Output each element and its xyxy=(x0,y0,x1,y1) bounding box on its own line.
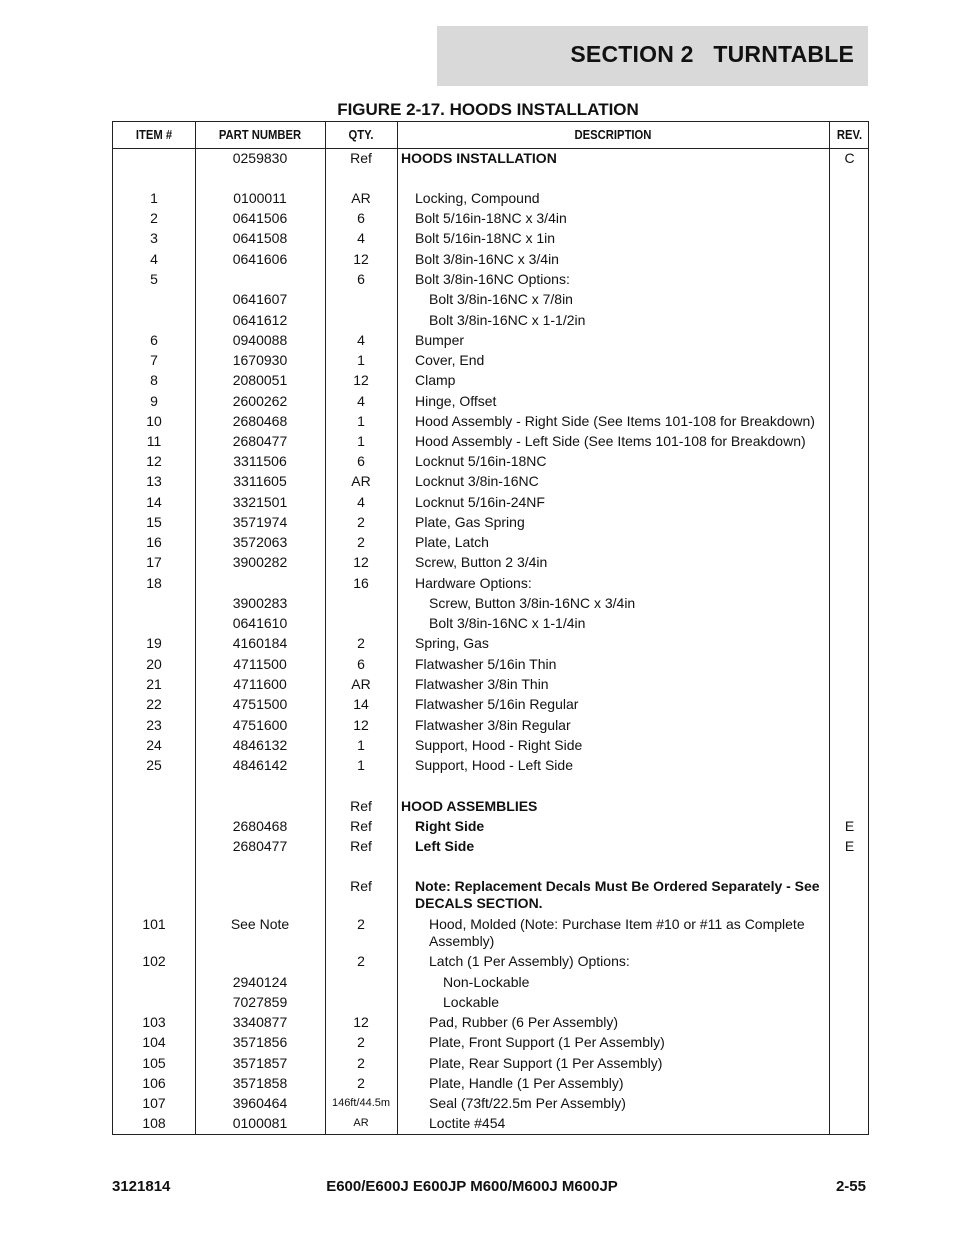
quantity-cell: 4 xyxy=(357,332,365,348)
part-number-cell: 2600262 xyxy=(232,393,288,409)
section-title: SECTION 2 TURNTABLE xyxy=(570,41,854,67)
part-number-cell: 0641508 xyxy=(232,230,288,246)
revision-cell: E xyxy=(844,838,855,854)
description-cell: Pad, Rubber (6 Per Assembly) xyxy=(429,1014,619,1030)
description-cell: Bumper xyxy=(415,332,465,348)
part-number-cell: 0100011 xyxy=(233,190,287,206)
quantity-cell: 4 xyxy=(357,230,365,246)
description-cell: Hood Assembly - Left Side (See Items 101-108 for Breakdown) xyxy=(415,433,806,449)
description-cell: Plate, Latch xyxy=(415,534,489,550)
description-cell: Plate, Handle (1 Per Assembly) xyxy=(429,1075,624,1091)
item-number-cell: 8 xyxy=(150,372,158,388)
description-cell: Locknut 5/16in-24NF xyxy=(415,494,545,510)
part-number-cell: 2680468 xyxy=(232,413,288,429)
description-cell: Screw, Button 2 3/4in xyxy=(415,554,548,570)
footer-doc-number: 3121814 xyxy=(112,1178,171,1195)
description-cell: Flatwasher 5/16in Thin xyxy=(415,656,557,672)
quantity-cell: 2 xyxy=(357,953,365,969)
column-divider xyxy=(397,122,398,1134)
description-cell: Bolt 3/8in-16NC x 7/8in xyxy=(429,291,573,307)
item-number-cell: 13 xyxy=(146,473,162,489)
item-number-cell: 15 xyxy=(146,514,162,530)
quantity-cell: Ref xyxy=(350,878,372,894)
item-number-cell: 7 xyxy=(150,352,158,368)
description-cell: Bolt 3/8in-16NC x 1-1/4in xyxy=(429,615,586,631)
description-cell: Left Side xyxy=(415,838,475,854)
item-number-cell: 107 xyxy=(142,1095,166,1111)
quantity-cell: 4 xyxy=(357,393,365,409)
quantity-cell: 2 xyxy=(357,1034,365,1050)
part-number-cell: 0641607 xyxy=(232,291,288,307)
quantity-cell: 6 xyxy=(357,453,365,469)
description-cell: Flatwasher 5/16in Regular xyxy=(415,696,579,712)
quantity-cell: 12 xyxy=(353,1014,369,1030)
part-number-cell: See Note xyxy=(230,916,290,932)
item-number-cell: 19 xyxy=(146,635,162,651)
quantity-cell: 12 xyxy=(353,372,369,388)
description-cell: HOODS INSTALLATION xyxy=(401,150,557,166)
quantity-cell: 6 xyxy=(357,210,365,226)
description-cell: Non-Lockable xyxy=(443,974,530,990)
description-cell: Note: Replacement Decals Must Be Ordered Separately - See DECALS SECTION. xyxy=(415,878,820,911)
description-cell: Bolt 3/8in-16NC x 1-1/2in xyxy=(429,312,586,328)
part-number-cell: 2080051 xyxy=(232,372,288,388)
item-number-cell: 106 xyxy=(142,1075,166,1091)
item-number-cell: 17 xyxy=(146,554,162,570)
part-number-cell: 2680477 xyxy=(232,838,288,854)
description-cell: Loctite #454 xyxy=(429,1115,506,1131)
part-number-cell: 0641506 xyxy=(232,210,288,226)
revision-cell: C xyxy=(844,150,855,166)
part-number-cell: 3311605 xyxy=(233,473,287,489)
figure-title: FIGURE 2-17. HOODS INSTALLATION xyxy=(337,100,639,119)
quantity-cell: 12 xyxy=(353,554,369,570)
description-cell: Seal (73ft/22.5m Per Assembly) xyxy=(429,1095,626,1111)
quantity-cell: 6 xyxy=(357,656,365,672)
description-cell: Plate, Gas Spring xyxy=(415,514,525,530)
description-cell: Hood, Molded (Note: Purchase Item #10 or #11 as Complete Assembly) xyxy=(429,916,805,949)
part-number-cell: 3572063 xyxy=(232,534,288,550)
part-number-cell: 0100081 xyxy=(232,1115,288,1131)
description-cell: Flatwasher 3/8in Regular xyxy=(415,717,571,733)
quantity-cell: 2 xyxy=(357,514,365,530)
item-number-cell: 5 xyxy=(150,271,158,287)
part-number-cell: 3311506 xyxy=(233,453,287,469)
description-cell: Spring, Gas xyxy=(415,635,489,651)
quantity-cell: AR xyxy=(351,473,371,489)
item-number-cell: 25 xyxy=(146,757,162,773)
part-number-cell: 4160184 xyxy=(232,635,288,651)
description-cell: Locknut 3/8in-16NC xyxy=(415,473,539,489)
part-number-cell: 0641606 xyxy=(232,251,288,267)
item-number-cell: 108 xyxy=(142,1115,166,1131)
quantity-cell: Ref xyxy=(350,798,372,814)
quantity-cell: Ref xyxy=(350,838,372,854)
part-number-cell: 4846132 xyxy=(232,737,288,753)
description-cell: Cover, End xyxy=(415,352,485,368)
quantity-cell: 2 xyxy=(357,534,365,550)
column-header-rev: REV. xyxy=(836,128,863,142)
description-cell: Locknut 5/16in-18NC xyxy=(415,453,547,469)
description-cell: Locking, Compound xyxy=(415,190,540,206)
section-header xyxy=(437,26,868,86)
quantity-cell: 6 xyxy=(357,271,365,287)
item-number-cell: 104 xyxy=(142,1034,166,1050)
quantity-cell: Ref xyxy=(350,150,372,166)
description-cell: HOOD ASSEMBLIES xyxy=(401,798,538,814)
description-cell: Latch (1 Per Assembly) Options: xyxy=(429,953,630,969)
quantity-cell: 2 xyxy=(357,635,365,651)
description-cell: Screw, Button 3/8in-16NC x 3/4in xyxy=(429,595,636,611)
item-number-cell: 12 xyxy=(146,453,162,469)
part-number-cell: 3571857 xyxy=(232,1055,288,1071)
part-number-cell: 2680477 xyxy=(232,433,288,449)
part-number-cell: 3571858 xyxy=(232,1075,288,1091)
description-cell: Flatwasher 3/8in Thin xyxy=(415,676,549,692)
quantity-cell: 2 xyxy=(357,1055,365,1071)
part-number-cell: 2680468 xyxy=(232,818,288,834)
item-number-cell: 101 xyxy=(142,916,166,932)
item-number-cell: 21 xyxy=(146,676,162,692)
part-number-cell: 4751600 xyxy=(232,717,288,733)
item-number-cell: 20 xyxy=(146,656,162,672)
part-number-cell: 0641610 xyxy=(232,615,288,631)
item-number-cell: 1 xyxy=(150,190,158,206)
quantity-cell: 12 xyxy=(353,717,369,733)
item-number-cell: 4 xyxy=(150,251,158,267)
part-number-cell: 4846142 xyxy=(232,757,288,773)
part-number-cell: 3321501 xyxy=(232,494,288,510)
description-cell: Bolt 5/16in-18NC x 1in xyxy=(415,230,556,246)
quantity-cell: 1 xyxy=(357,413,365,429)
part-number-cell: 3900283 xyxy=(232,595,288,611)
description-cell: Bolt 3/8in-16NC x 3/4in xyxy=(415,251,559,267)
header-divider xyxy=(113,148,868,149)
item-number-cell: 24 xyxy=(146,737,162,753)
quantity-cell: 16 xyxy=(353,575,369,591)
item-number-cell: 102 xyxy=(142,953,166,969)
item-number-cell: 2 xyxy=(150,210,158,226)
description-cell: Clamp xyxy=(415,372,456,388)
quantity-cell: AR xyxy=(351,676,371,692)
quantity-cell: AR xyxy=(351,190,371,206)
quantity-cell: Ref xyxy=(350,818,372,834)
column-header-part-number: PART NUMBER xyxy=(218,128,302,142)
quantity-cell: 1 xyxy=(357,352,365,368)
item-number-cell: 22 xyxy=(146,696,162,712)
part-number-cell: 7027859 xyxy=(232,994,288,1010)
description-cell: Plate, Rear Support (1 Per Assembly) xyxy=(429,1055,663,1071)
item-number-cell: 10 xyxy=(146,413,162,429)
item-number-cell: 14 xyxy=(146,494,162,510)
part-number-cell: 1670930 xyxy=(232,352,288,368)
revision-cell: E xyxy=(844,818,855,834)
item-number-cell: 105 xyxy=(142,1055,166,1071)
footer-models: E600/E600J E600JP M600/M600J M600JP xyxy=(326,1178,618,1195)
column-header-description: DESCRIPTION xyxy=(574,128,652,142)
description-cell: Bolt 5/16in-18NC x 3/4in xyxy=(415,210,567,226)
description-cell: Plate, Front Support (1 Per Assembly) xyxy=(429,1034,665,1050)
part-number-cell: 4711500 xyxy=(233,656,287,672)
description-cell: Support, Hood - Right Side xyxy=(415,737,583,753)
item-number-cell: 16 xyxy=(146,534,162,550)
part-number-cell: 0641612 xyxy=(232,312,288,328)
part-number-cell: 3571856 xyxy=(232,1034,288,1050)
quantity-cell: 1 xyxy=(357,433,365,449)
column-header-item: ITEM # xyxy=(135,128,173,142)
description-cell: Hinge, Offset xyxy=(415,393,497,409)
quantity-cell: 14 xyxy=(353,696,369,712)
item-number-cell: 11 xyxy=(146,433,162,449)
part-number-cell: 4751500 xyxy=(232,696,288,712)
description-cell: Support, Hood - Left Side xyxy=(415,757,573,773)
quantity-cell: 2 xyxy=(357,916,365,932)
quantity-cell: 1 xyxy=(357,757,365,773)
quantity-cell: 2 xyxy=(357,1075,365,1091)
part-number-cell: 4711600 xyxy=(233,676,287,692)
description-cell: Right Side xyxy=(415,818,485,834)
part-number-cell: 3900282 xyxy=(232,554,288,570)
description-cell: Lockable xyxy=(443,994,500,1010)
parts-table xyxy=(112,121,869,1135)
item-number-cell: 18 xyxy=(146,575,162,591)
quantity-cell: AR xyxy=(353,1117,369,1129)
item-number-cell: 9 xyxy=(150,393,158,409)
part-number-cell: 3340877 xyxy=(232,1014,288,1030)
item-number-cell: 6 xyxy=(150,332,158,348)
quantity-cell: 12 xyxy=(353,251,369,267)
quantity-cell: 146ft/44.5m xyxy=(331,1097,391,1109)
description-cell: Bolt 3/8in-16NC Options: xyxy=(415,271,570,287)
column-header-qty: QTY. xyxy=(348,128,374,142)
item-number-cell: 103 xyxy=(142,1014,166,1030)
part-number-cell: 0940088 xyxy=(232,332,288,348)
footer-page-number: 2-55 xyxy=(835,1178,866,1195)
item-number-cell: 3 xyxy=(150,230,158,246)
part-number-cell: 2940124 xyxy=(232,974,288,990)
part-number-cell: 0259830 xyxy=(232,150,288,166)
part-number-cell: 3960464 xyxy=(232,1095,288,1111)
description-cell: Hardware Options: xyxy=(415,575,532,591)
part-number-cell: 3571974 xyxy=(232,514,288,530)
quantity-cell: 4 xyxy=(357,494,365,510)
quantity-cell: 1 xyxy=(357,737,365,753)
item-number-cell: 23 xyxy=(146,717,162,733)
description-cell: Hood Assembly - Right Side (See Items 101-108 for Breakdown) xyxy=(415,413,815,429)
